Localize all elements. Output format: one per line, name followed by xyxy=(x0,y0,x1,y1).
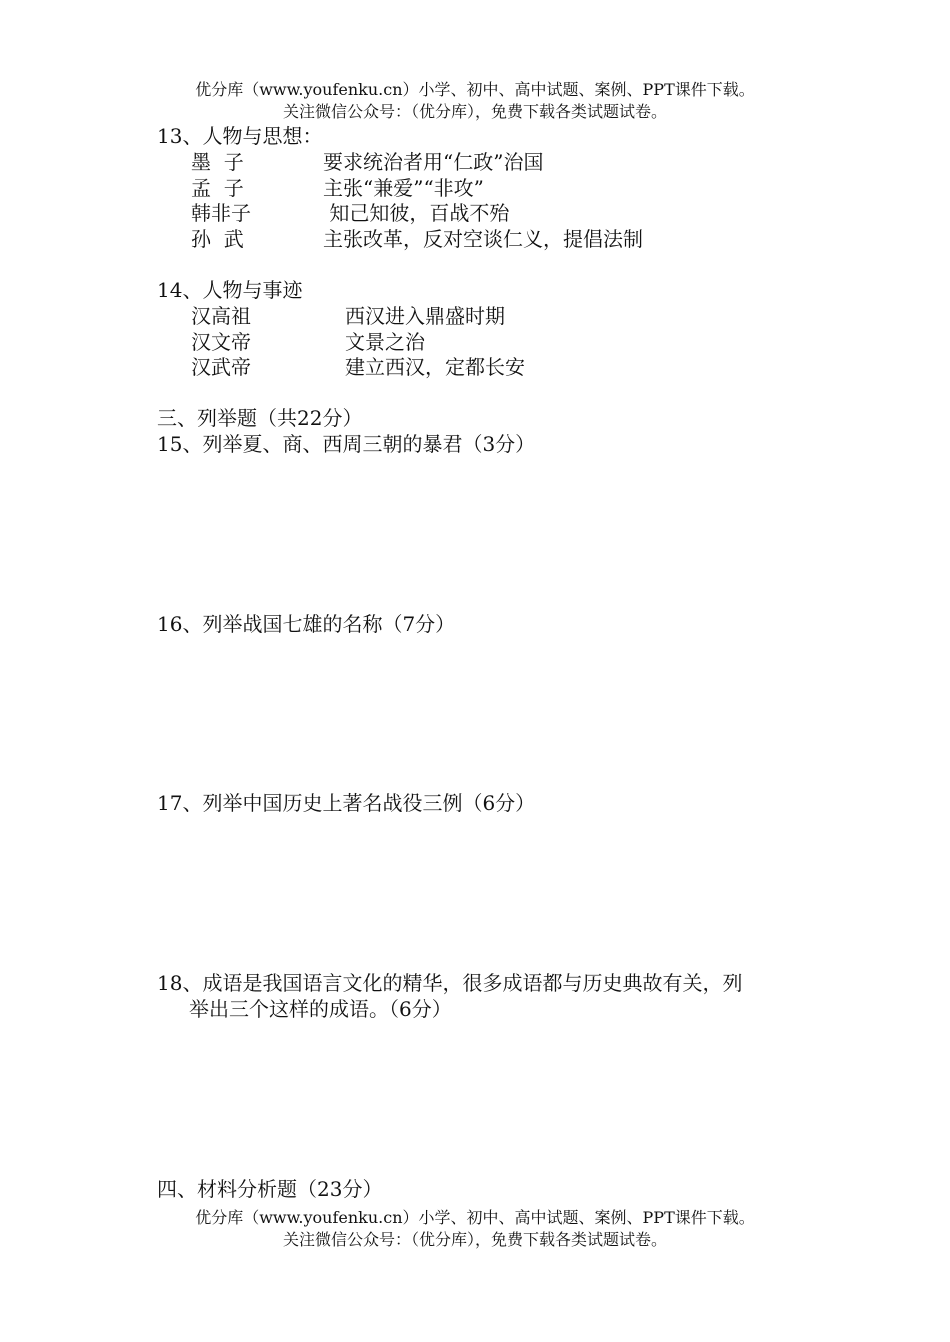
question-15: 15、列举夏、商、西周三朝的暴君（3分） xyxy=(157,432,536,456)
header-line-1: 优分库（www.youfenku.cn）小学、初中、高中试题、案例、PPT课件下载。 xyxy=(195,80,755,99)
q18-line-1: 18、成语是我国语言文化的精华，很多成语都与历史典故有关，列 xyxy=(157,971,743,995)
q13-idea-1: 要求统治者用“仁政”治国 xyxy=(323,150,544,174)
q13-person-3: 韩非子 xyxy=(191,201,251,225)
q13-title: 13、人物与思想： xyxy=(157,124,323,148)
q13-person-4: 孙 武 xyxy=(191,227,244,251)
q13-idea-3: 知己知彼，百战不殆 xyxy=(323,201,510,225)
q14-person-3: 汉武帝 xyxy=(191,355,251,379)
footer-line-1: 优分库（www.youfenku.cn）小学、初中、高中试题、案例、PPT课件下载。 xyxy=(195,1208,755,1227)
q18-line-2: 举出三个这样的成语。（6分） xyxy=(189,997,452,1021)
q13-idea-4: 主张改革，反对空谈仁义，提倡法制 xyxy=(323,227,643,251)
q14-person-2: 汉文帝 xyxy=(191,330,251,354)
q14-event-1: 西汉进入鼎盛时期 xyxy=(345,304,505,328)
question-16: 16、列举战国七雄的名称（7分） xyxy=(157,612,456,636)
header-line-2: 关注微信公众号：（优分库），免费下载各类试题试卷。 xyxy=(282,102,667,121)
q14-event-2: 文景之治 xyxy=(345,330,425,354)
q13-idea-2: 主张“兼爱”“非攻” xyxy=(323,176,484,200)
section-3-heading: 三、列举题（共22分） xyxy=(157,406,363,430)
footer-line-2: 关注微信公众号：（优分库），免费下载各类试题试卷。 xyxy=(282,1230,667,1249)
q14-person-1: 汉高祖 xyxy=(191,304,251,328)
q14-event-3: 建立西汉，定都长安 xyxy=(345,355,525,379)
q14-title: 14、人物与事迹 xyxy=(157,278,303,302)
section-4-heading: 四、材料分析题（23分） xyxy=(157,1177,383,1201)
q13-person-2: 孟 子 xyxy=(191,176,244,200)
q13-person-1: 墨 子 xyxy=(191,150,244,174)
question-17: 17、列举中国历史上著名战役三例（6分） xyxy=(157,791,536,815)
